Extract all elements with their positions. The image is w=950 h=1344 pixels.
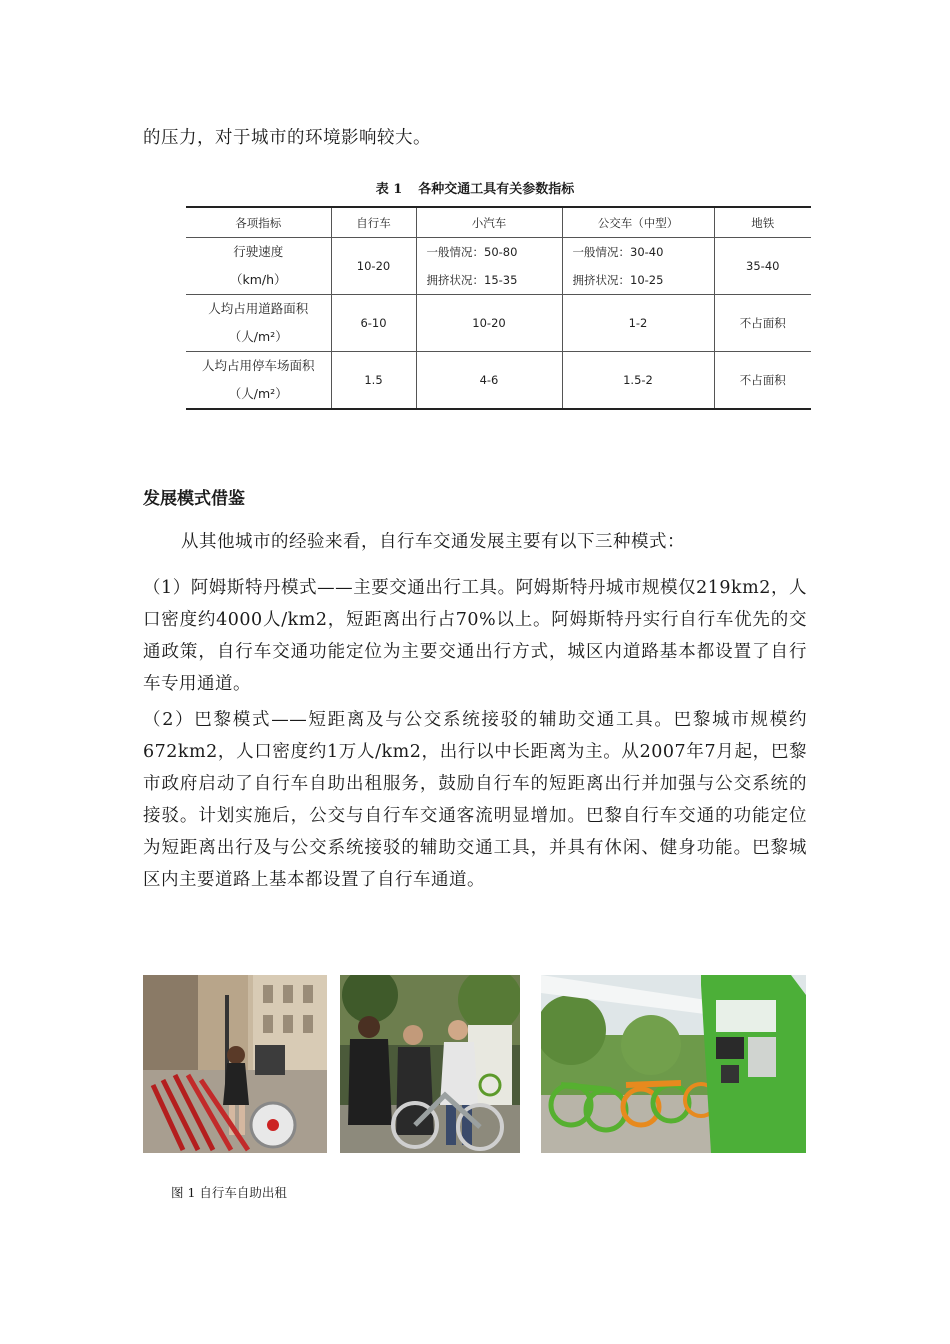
cell-bus-road: 1-2 [562, 295, 714, 352]
table-row [186, 352, 811, 410]
cell-subway-parking: 不占面积 [714, 352, 811, 410]
cell-bus-speed: 一般情况：30-40 拥挤状况：10-25 [562, 238, 714, 295]
header-bus: 公交车（中型） [562, 207, 714, 238]
cell-car-parking: 4-6 [416, 352, 562, 410]
cell-bus-parking: 1.5-2 [562, 352, 714, 410]
row-label-parking-area: 人均占用停车场面积 （人/m²） [186, 352, 331, 410]
cell-bicycle-speed: 10-20 [331, 238, 416, 295]
header-bicycle: 自行车 [331, 207, 416, 238]
cell-bicycle-road: 6-10 [331, 295, 416, 352]
header-subway: 地铁 [714, 207, 811, 238]
parameter-table [186, 206, 811, 410]
intro-tail-text: 的压力，对于城市的环境影响较大。 [143, 128, 431, 148]
table-row [186, 295, 811, 352]
cell-subway-speed: 35-40 [714, 238, 811, 295]
people-with-bikes-photo [340, 975, 520, 1153]
row-label-speed: 行驶速度 （km/h） [186, 238, 331, 295]
paris-paragraph: （2）巴黎模式——短距离及与公交系统接驳的辅助交通工具。巴黎城市规模约672km2，人口密度约1万人/km2，出行以中长距离为主。从2007年7月起，巴黎市政府启动了自行车自助出租服务，鼓励自行车的短距离出行并加强与公交系统的接驳。计划实施后，公交与自行车交通客流明显增加。巴黎自行车交通的功能定位为短距离出行及与公交系统接驳的辅助交通工具，并具有休闲、健身功能。巴黎城区内主要道路上基本都设置了自行车通道。 [143, 710, 807, 890]
table-row [186, 238, 811, 295]
table-number: 表 1 [375, 182, 403, 197]
cell-subway-road: 不占面积 [714, 295, 811, 352]
city-street-bike-rental-photo [143, 975, 327, 1153]
figure-caption: 图 1 自行车自助出租 [171, 1185, 287, 1200]
cell-bicycle-parking: 1.5 [331, 352, 416, 410]
green-bike-station-photo [541, 975, 806, 1153]
header-indicator: 各项指标 [186, 207, 331, 238]
header-car: 小汽车 [416, 207, 562, 238]
table-header-row [186, 207, 811, 238]
row-label-road-area: 人均占用道路面积 （人/m²） [186, 295, 331, 352]
amsterdam-paragraph: （1）阿姆斯特丹模式——主要交通出行工具。阿姆斯特丹城市规模仅219km2，人口密度约4000人/km2，短距离出行占70%以上。阿姆斯特丹实行自行车优先的交通政策，自行车交通功能定位为主要交通出行方式，城区内道路基本都设置了自行车专用通道。 [143, 578, 807, 694]
table-title: 各种交通工具有关参数指标 [418, 182, 575, 197]
lead-paragraph: 从其他城市的经验来看，自行车交通发展主要有以下三种模式： [181, 532, 685, 552]
cell-car-speed: 一般情况：50-80 拥挤状况：15-35 [416, 238, 562, 295]
table-caption [0, 178, 950, 197]
section-heading: 发展模式借鉴 [143, 489, 245, 509]
cell-car-road: 10-20 [416, 295, 562, 352]
